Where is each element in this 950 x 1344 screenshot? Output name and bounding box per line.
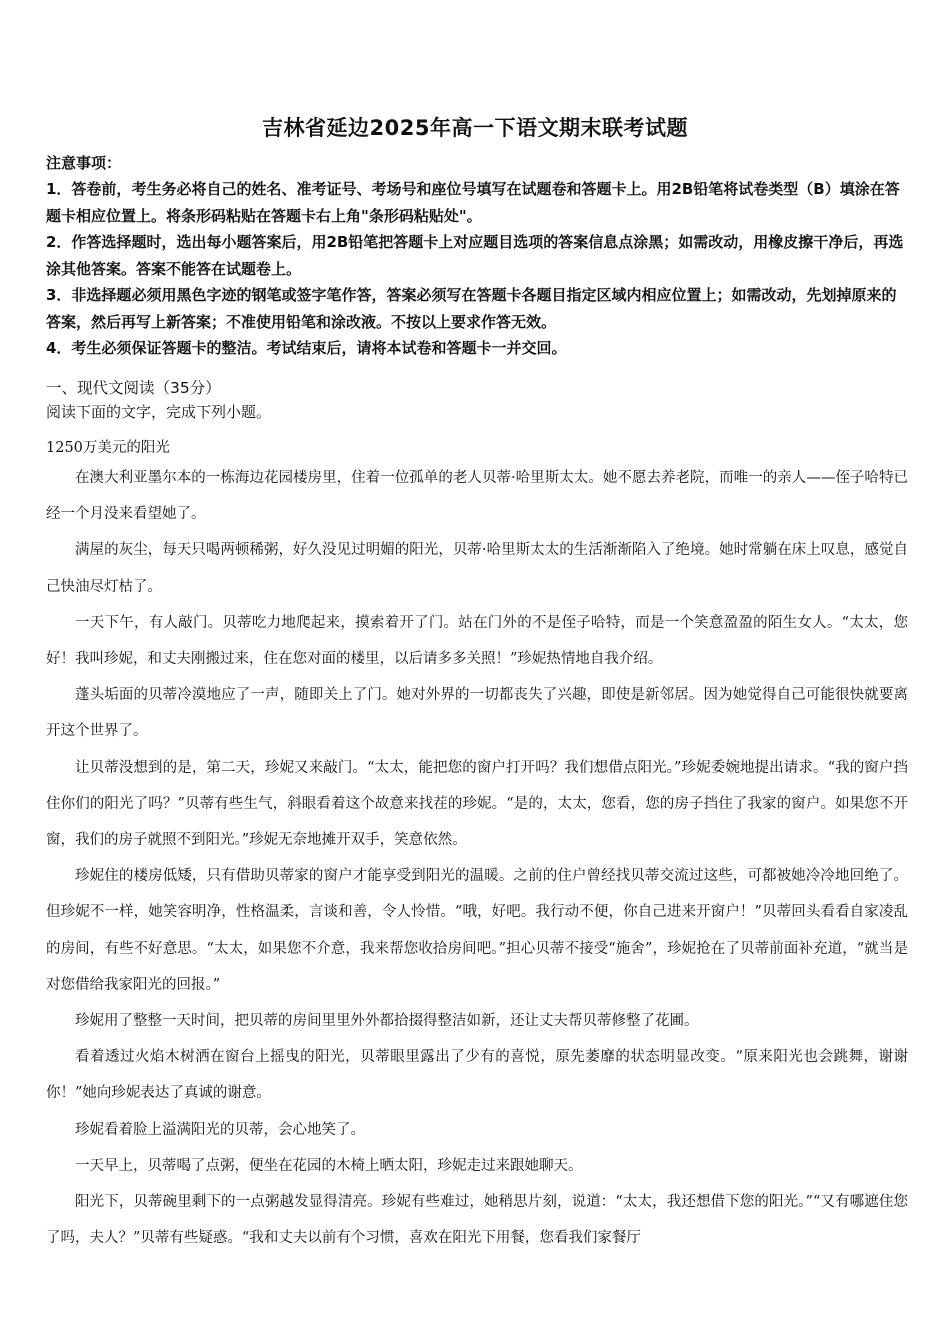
notice-item: 1．答卷前，考生务必将自己的姓名、准考证号、考场号和座位号填写在试题卷和答题卡上。用2B铅笔将试卷类型（B）填涂在答题卡相应位置上。将条形码粘贴在答题卡右上角"条形码粘贴处"。 — [46, 180, 900, 225]
article-title: 1250万美元的阳光 — [46, 440, 170, 456]
article-paragraph: 阳光下，贝蒂碗里剩下的一点粥越发显得清亮。珍妮有些难过，她稍思片刻，说道：“太太，我还想借下您的阳光。”“又有哪遮住您了吗，夫人？”贝蒂有些疑惑。“我和丈夫以前有个习惯，喜欢在阳光下用餐，您看我们家餐厅 — [46, 1194, 908, 1247]
notice-heading: 注意事项： — [46, 154, 122, 172]
article-paragraph: 一天早上，贝蒂喝了点粥，便坐在花园的木椅上晒太阳，珍妮走过来跟她聊天。 — [75, 1157, 583, 1174]
article-paragraph: 让贝蒂没想到的是，第二天，珍妮又来敲门。“太太，能把您的窗户打开吗？我们想借点阳光。”珍妮委婉地提出请求。“我的窗户挡住你们的阳光了吗？”贝蒂有些生气，斜眼看着这个故意来找茬的珍妮。“是的，太太，您看，您的房子挡住了我家的窗户。如果您不开窗，我们的房子就照不到阳光。”珍妮无奈地摊开双手，笑意依然。 — [46, 759, 908, 849]
article-body — [46, 460, 908, 1256]
notice-list — [46, 176, 908, 362]
article-paragraph: 蓬头垢面的贝蒂冷漠地应了一声，随即关上了门。她对外界的一切都丧失了兴趣，即使是新邻居。因为她觉得自己可能很快就要离开这个世界了。 — [46, 687, 908, 740]
notice-item: 3．非选择题必须用黑色字迹的钢笔或签字笔作答，答案必须写在答题卡各题目指定区域内相应位置上；如需改动，先划掉原来的答案，然后再写上新答案；不准使用铅笔和涂改液。不按以上要求作答无效。 — [46, 286, 897, 331]
notice-item: 4．考生必须保证答题卡的整洁。考试结束后，请将本试卷和答题卡一并交回。 — [46, 339, 567, 357]
page-title: 吉林省延边2025年高一下语文期末联考试题 — [262, 116, 688, 140]
article-paragraph: 珍妮用了整整一天时间，把贝蒂的房间里里外外都拾掇得整洁如新，还让丈夫帮贝蒂修整了花圃。 — [75, 1013, 699, 1030]
article-paragraph: 珍妮看着脸上溢满阳光的贝蒂，会心地笑了。 — [75, 1121, 365, 1138]
article-paragraph: 珍妮住的楼房低矮，只有借助贝蒂家的窗户才能享受到阳光的温暖。之前的住户曾经找贝蒂交流过这些，可都被她冷冷地回绝了。但珍妮不一样，她笑容明净，性格温柔，言谈和善，令人怜惜。“哦，好吧。我行动不便，你自己进来开窗户！”贝蒂回头看看自家凌乱的房间，有些不好意思。“太太，如果您不介意，我来帮您收拾房间吧。”担心贝蒂不接受“施舍”，珍妮抢在了贝蒂前面补充道，“就当是对您借给我家阳光的回报。” — [46, 868, 908, 993]
article-paragraph: 看着透过火焰木树洒在窗台上摇曳的阳光，贝蒂眼里露出了少有的喜悦，原先萎靡的状态明显改变。“原来阳光也会跳舞，谢谢你！”她向珍妮表达了真诚的谢意。 — [46, 1049, 908, 1102]
article-paragraph: 一天下午，有人敲门。贝蒂吃力地爬起来，摸索着开了门。站在门外的不是侄子哈特，而是一个笑意盈盈的陌生女人。“太太，您好！我叫珍妮，和丈夫刚搬过来，住在您对面的楼里，以后请多多关照！”珍妮热情地自我介绍。 — [46, 614, 908, 668]
section-heading: 一、现代文阅读（35分） — [46, 379, 221, 397]
notice-item: 2．作答选择题时，选出每小题答案后，用2B铅笔把答题卡上对应题目选项的答案信息点涂黑；如需改动，用橡皮擦干净后，再选涂其他答案。答案不能答在试题卷上。 — [46, 233, 904, 278]
section-instruction: 阅读下面的文字，完成下列小题。 — [46, 403, 272, 421]
article-paragraph: 在澳大利亚墨尔本的一栋海边花园楼房里，住着一位孤单的老人贝蒂·哈里斯太太。她不愿去养老院，而唯一的亲人——侄子哈特已经一个月没来看望她了。 — [46, 470, 908, 523]
article-paragraph: 满屋的灰尘，每天只喝两顿稀粥，好久没见过明媚的阳光，贝蒂·哈里斯太太的生活渐渐陷入了绝境。她时常躺在床上叹息，感觉自己快油尽灯枯了。 — [46, 542, 908, 595]
